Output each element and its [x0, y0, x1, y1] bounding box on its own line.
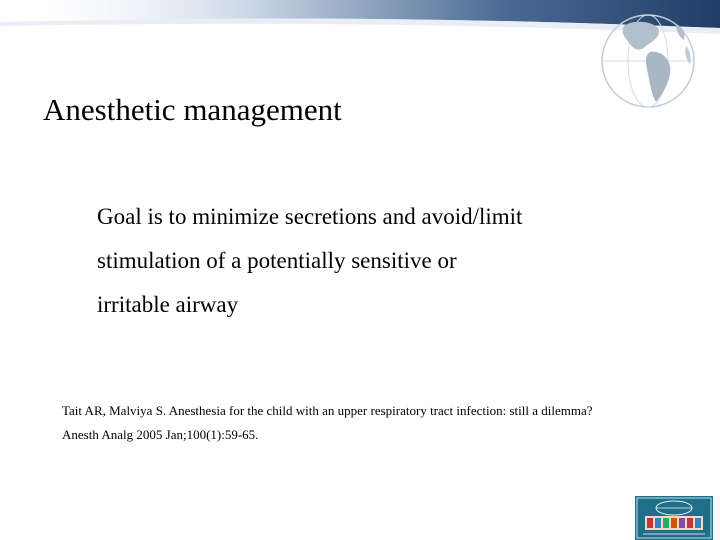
citation [62, 399, 682, 447]
globe-icon [590, 6, 710, 116]
slide-title: Anesthetic management [43, 92, 342, 127]
citation-line: Anesth Analg 2005 Jan;100(1):59-65. [62, 427, 259, 442]
body-line: Goal is to minimize secretions and avoid/limit [97, 204, 523, 229]
citation-line: Tait AR, Malviya S. Anesthesia for the child with an upper respiratory tract infection: still a dilemma? [62, 403, 593, 418]
body-line: stimulation of a potentially sensitive or [97, 248, 457, 273]
organization-logo [635, 496, 713, 540]
body-line: irritable airway [97, 292, 239, 317]
body-paragraph [97, 195, 657, 327]
